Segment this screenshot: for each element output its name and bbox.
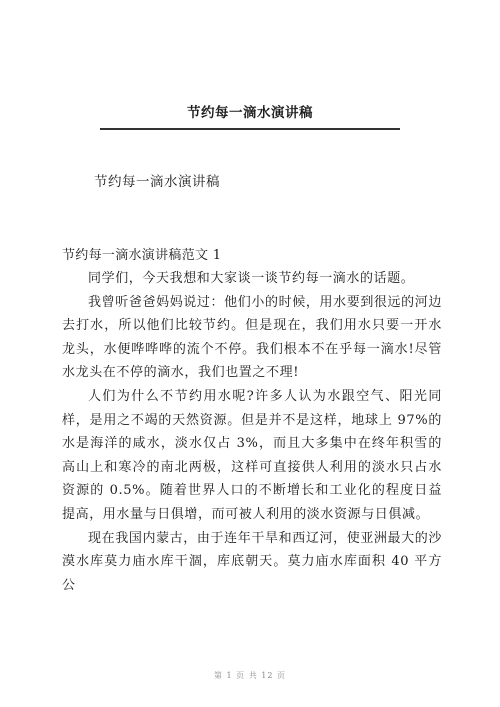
- paragraph: 我曾听爸爸妈妈说过：他们小的时候，用水要到很远的河边去打水，所以他们比较节约。但是现在，我们用水只要一开水龙头，水便哗哗哗的流个不停。我们根本不在乎每一滴水!尽管水龙头在不停的滴水，我们也置之不理!: [62, 294, 442, 381]
- page-footer: 第 1 页 共 12 页: [214, 671, 286, 680]
- paragraph: 人们为什么不节约用水呢?许多人认为水跟空气、阳光同样，是用之不竭的天然资源。但是并不是这样，地球上 97%的水是海洋的咸水，淡水仅占 3%，而且大多集中在终年积雪的高山上和寒冷的南北两极，这样可直接供人利用的淡水只占水资源的 0.5%。随着世界人口的不断增长和工业化的程度日益提高，用水量与日俱增，而可被人利用的淡水资源与日俱减。: [62, 388, 442, 522]
- title-rule: [100, 128, 400, 130]
- document-subtitle: 节约每一滴水演讲稿: [94, 174, 220, 190]
- body-text: [62, 267, 442, 597]
- document-title: 节约每一滴水演讲稿: [187, 105, 313, 121]
- paragraph: 现在我国内蒙古，由于连年干旱和西辽河，使亚洲最大的沙漠水库莫力庙水库干涸，库底朝天。莫力庙水库面积 40 平方公: [62, 530, 442, 593]
- paragraph: 同学们，今天我想和大家谈一谈节约每一滴水的话题。: [88, 271, 415, 286]
- section-title: 节约每一滴水演讲稿范文 1: [62, 248, 222, 263]
